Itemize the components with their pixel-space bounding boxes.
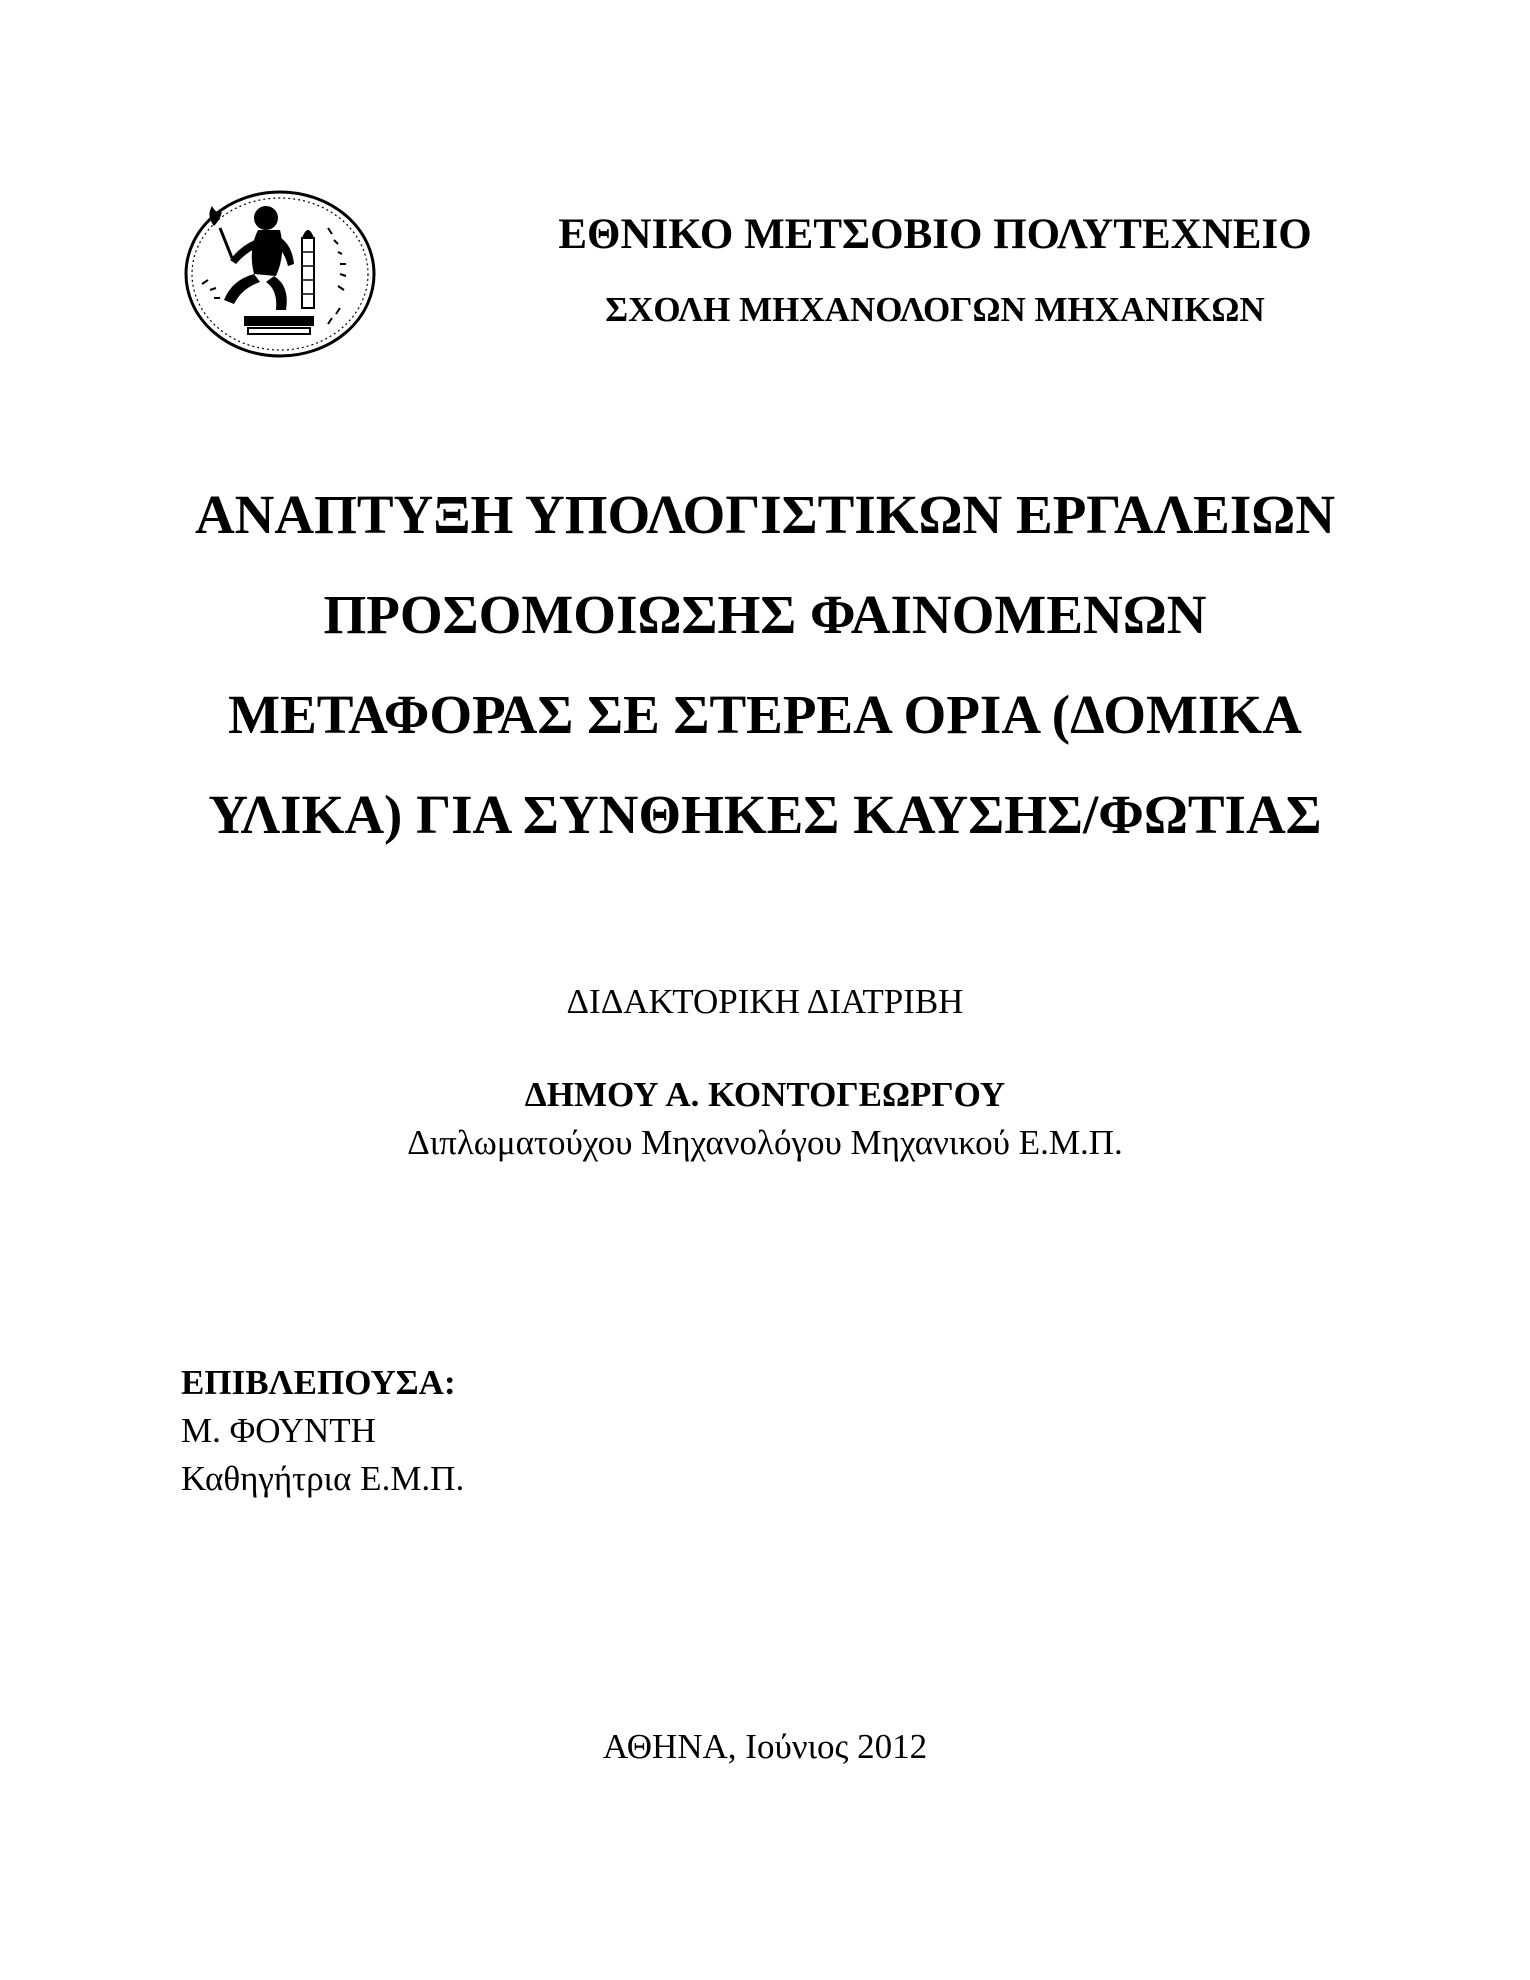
thesis-title-line: ΠΡΟΣΟΜΟΙΩΣΗΣ ΦΑΙΝΟΜΕΝΩΝ [323, 584, 1207, 645]
university-logo [180, 188, 380, 360]
ntua-seal-icon [180, 188, 380, 360]
institution-name: ΕΘΝΙΚΟ ΜΕΤΣΟΒΙΟ ΠΟΛΥΤΕΧΝΕΙΟ [558, 211, 1312, 258]
thesis-title-line: ΥΛΙΚΑ) ΓΙΑ ΣΥΝΘΗΚΕΣ ΚΑΥΣΗΣ/ΦΩΤΙΑΣ [208, 784, 1322, 845]
document-type: ΔΙΔΑΚΤΟΡΙΚΗ ΔΙΑΤΡΙΒΗ [566, 982, 964, 1021]
author-title: Διπλωματούχου Μηχανολόγου Μηχανικού Ε.Μ.Π. [407, 1123, 1123, 1162]
supervisor-title: Καθηγήτρια Ε.Μ.Π. [181, 1459, 465, 1498]
author-name: ΔΗΜΟΥ Α. ΚΟΝΤΟΓΕΩΡΓΟΥ [524, 1075, 1006, 1114]
thesis-title-line: ΜΕΤΑΦΟΡΑΣ ΣΕ ΣΤΕΡΕΑ ΟΡΙΑ (ΔΟΜΙΚΑ [228, 684, 1302, 745]
school-name: ΣΧΟΛΗ ΜΗΧΑΝΟΛΟΓΩΝ ΜΗΧΑΝΙΚΩΝ [605, 290, 1265, 329]
supervisor-block [181, 1359, 1081, 1503]
thesis-title [80, 484, 1450, 887]
thesis-title-line: ΑΝΑΠΤΥΞΗ ΥΠΟΛΟΓΙΣΤΙΚΩΝ ΕΡΓΑΛΕΙΩΝ [194, 484, 1336, 545]
place-date: ΑΘΗΝΑ, Ιούνιος 2012 [602, 1727, 928, 1766]
supervisor-label: ΕΠΙΒΛΕΠΟΥΣΑ: [181, 1363, 456, 1402]
supervisor-name: Μ. ΦΟΥΝΤΗ [181, 1411, 376, 1450]
